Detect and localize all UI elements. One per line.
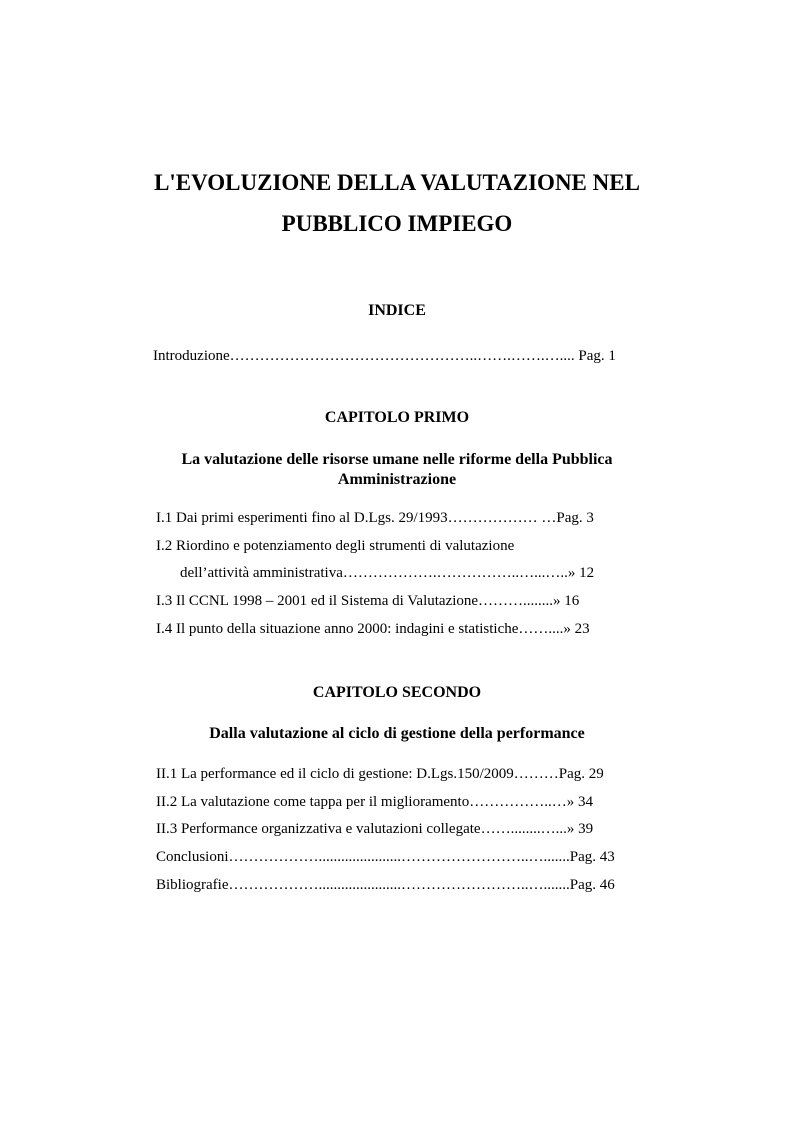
title-line-2: PUBBLICO IMPIEGO [281, 211, 513, 236]
toc-entry-introduzione: Introduzione…………………………………………..…….…….….... Pag. 1 [153, 348, 616, 364]
toc-entry-I-2: I.2 Riordino e potenziamento degli strumenti di valutazione [156, 538, 515, 554]
toc-entry-I-2-continued: dell’attività amministrativa……………….……………..…...…..» 12 [180, 565, 595, 581]
chapter-1-subtitle-line-2: Amministrazione [337, 471, 457, 488]
toc-entry-bibliografie: Bibliografie………………......................……………………..….......Pag. 46 [156, 877, 615, 893]
title-line-1: L'EVOLUZIONE DELLA VALUTAZIONE NEL [154, 170, 640, 195]
toc-entry-I-1: I.1 Dai primi esperimenti fino al D.Lgs. 29/1993……………… …Pag. 3 [156, 510, 594, 526]
chapter-1-heading: CAPITOLO PRIMO [324, 409, 470, 426]
toc-entry-I-3: I.3 Il CCNL 1998 – 2001 ed il Sistema di Valutazione………........» 16 [156, 593, 580, 609]
chapter-2-heading: CAPITOLO SECONDO [312, 684, 482, 701]
chapter-1-subtitle-line-1: La valutazione delle risorse umane nelle riforme della Pubblica [181, 451, 613, 468]
toc-entry-I-4: I.4 Il punto della situazione anno 2000: indagini e statistiche……....» 23 [156, 621, 590, 637]
toc-entry-II-1: II.1 La performance ed il ciclo di gestione: D.Lgs.150/2009………Pag. 29 [156, 766, 604, 782]
toc-entry-II-3: II.3 Performance organizzativa e valutazioni collegate……........…...» 39 [156, 821, 594, 837]
toc-entry-II-2: II.2 La valutazione come tappa per il miglioramento……………..…» 34 [156, 794, 593, 810]
chapter-2-subtitle: Dalla valutazione al ciclo di gestione della performance [209, 725, 585, 742]
toc-entry-conclusioni: Conclusioni………………......................……………………..….......Pag. 43 [156, 849, 615, 865]
index-heading: INDICE [368, 302, 426, 319]
